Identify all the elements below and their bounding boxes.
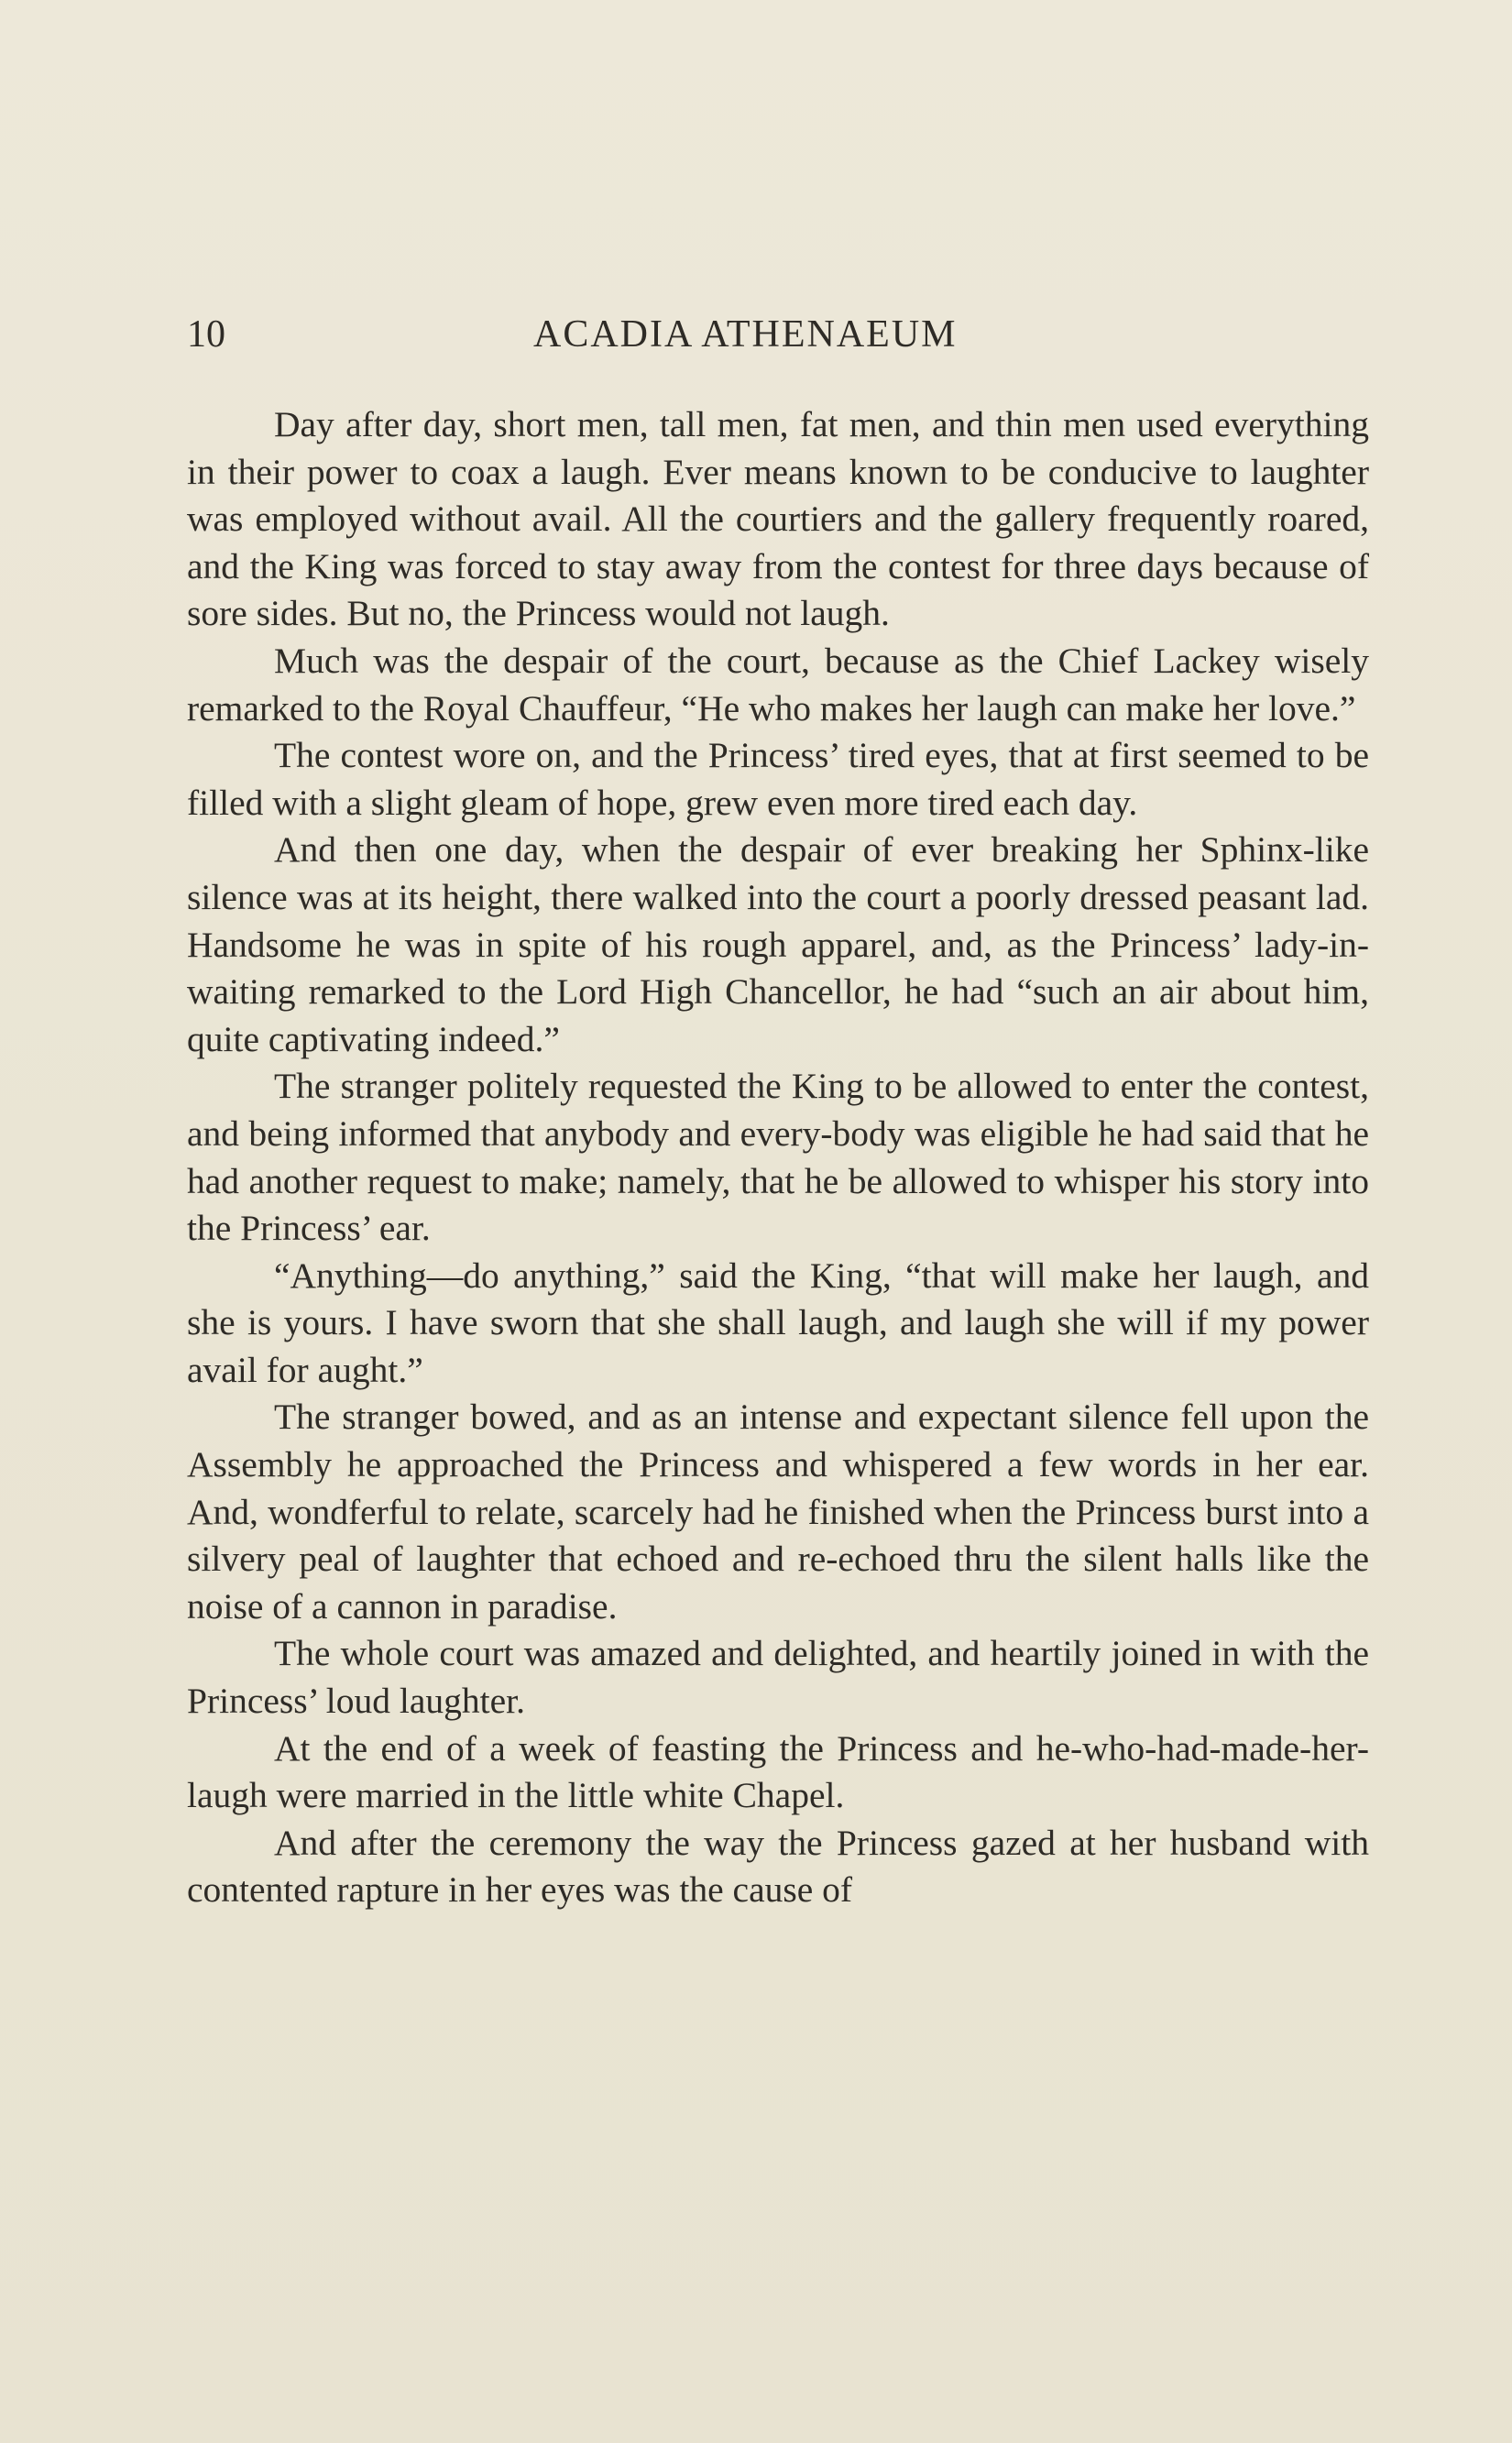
paragraph-2: Much was the despair of the court, because as the Chief Lackey wisely remarked to the Royal Chauffeur, “He who makes her laugh can make her love.” [187,640,1369,729]
page-header [187,307,1369,362]
paragraph-8: The whole court was amazed and delighted, and heartily joined in with the Princess’ loud laughter. [187,1633,1369,1722]
paragraph-6: “Anything—do anything,” said the King, “that will make her laugh, and she is yours. I have sworn that she shall laugh, and laugh she will if my power avail for aught.” [187,1254,1369,1390]
paragraph-9: At the end of a week of feasting the Princess and he-who-had-made-her-laugh were married in the little white Chapel. [187,1727,1369,1816]
paragraph-3: The contest wore on, and the Princess’ tired eyes, that at first seemed to be filled with a slight gleam of hope, grew even more tired each day. [187,735,1369,823]
body-text [187,401,1369,1914]
running-title: ACADIA ATHENAEUM [533,313,958,356]
paragraph-1: Day after day, short men, tall men, fat men, and thin men used everything in their power to coax a laugh. Ever means known to be conducive to laughter was employed without avail. All the courtiers and the gallery frequently roared, and the King was forced to stay away from the contest for three days because of sore sides. But no, the Princess would not laugh. [187,404,1369,634]
page-number: 10 [187,313,225,356]
paragraph-5: The stranger politely requested the King to be allowed to enter the contest, and being informed that anybody and every-body was eligible he had said that he had another request to make; namely, that he be allowed to whisper his story into the Princess’ ear. [187,1066,1369,1249]
paragraph-7: The stranger bowed, and as an intense and expectant silence fell upon the Assembly he approached the Princess and whispered a few words in her ear. And, wondferful to relate, scarcely had he finished when the Princess burst into a silvery peal of laughter that echoed and re-echoed thru the silent halls like the noise of a cannon in paradise. [187,1397,1369,1627]
paragraph-4: And then one day, when the despair of ever breaking her Sphinx-like silence was at its height, there walked into the court a poorly dressed peasant lad. Handsome he was in spite of his rough apparel, and, as the Princess’ lady-in-waiting remarked to the Lord High Chancellor, he had “such an air about him, quite captivating indeed.” [187,829,1369,1059]
paragraph-10: And after the ceremony the way the Princess gazed at her husband with contented rapture in her eyes was the cause of [187,1822,1369,1911]
